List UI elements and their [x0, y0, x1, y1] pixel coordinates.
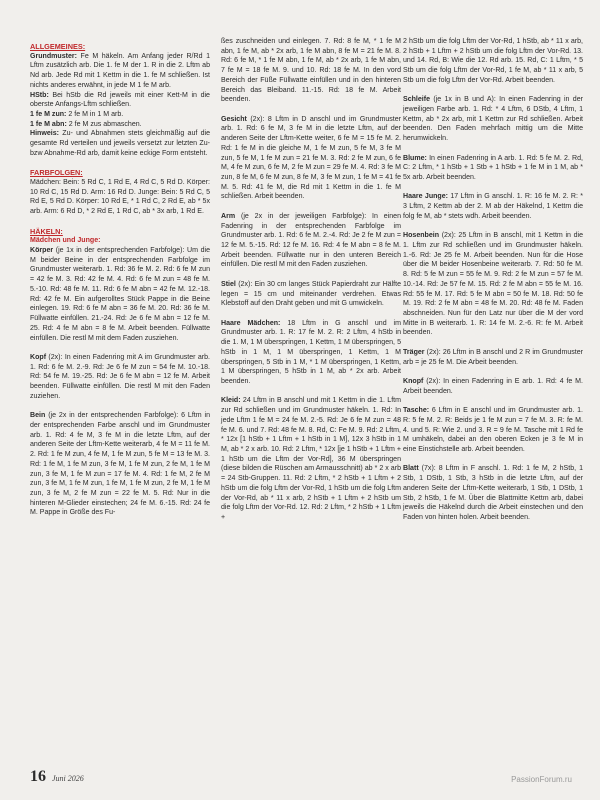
paragraph-haare-maedchen	[221, 319, 401, 387]
label-blume: Blume:	[403, 154, 427, 162]
paragraph-traeger	[403, 348, 583, 367]
label-zun: 1 fe M zun:	[30, 111, 67, 119]
label-kopf: Kopf	[30, 353, 47, 361]
label-traeger: Träger	[403, 348, 425, 356]
text-haare-junge: 17 Lftm in G anschl. 1. R: 16 fe M. 2. R: * 3 Lftm, 2 Kettm ab der 2. M ab der Häkelnd, 1 Kettm die folg fe M, ab * stets wdh. Arbeit beenden.	[403, 193, 583, 220]
label-stiel: Stiel	[221, 280, 236, 288]
label-schleife: Schleife	[403, 96, 431, 104]
text-hinweis: Zu- und Abnahmen stets gleichmäßig auf die gesamte Rd verteilen und jeweils versetzt zur letzten Zu- bzw Abnahme-Rd arb, damit keine eckige Form entsteht.	[30, 130, 210, 157]
label-tasche: Tasche:	[403, 407, 430, 415]
paragraph-gesicht	[221, 115, 401, 202]
paragraph-knopf	[403, 377, 583, 396]
text-gesicht: (2x): 8 Lftm in D anschl und im Grundmuster arb. 1. Rd: 6 fe M, 3 fe M in die letzte Lftm, auf der anderen Seite der Lftm-Kette weiter, 6 fe M = 15 fe M. 2. Rd: 1 fe M in die gleiche M, 1 fe M zun, 5 fe M, 3 fe M zun, 5 fe M, 1 fe M zun = 21 fe M. 3. Rd: 2 fe M zun, 6 fe M, 4 fe M zun, 6 fe M, 2 fe M zun = 29 fe M. 4. Rd: 3 fe M zun, 8 fe M, 6 fe M zun, 8 fe M, 3 fe M zun, 1 fe M = 41 fe M. 5. Rd: 41 fe M, die Rd mit 1 Kettm in die 1. fe M schließen. Arbeit beenden.	[221, 115, 401, 201]
column-2	[221, 37, 401, 523]
subheading-maedchen-junge: Mädchen und Junge:	[30, 237, 101, 245]
text-koerper: (je 1x in der entsprechenden Farbfolge): Um die M beider Beine in der entsprechenden Farbfolge im Grundmuster weiterarb. 1. Rd: 36 fe M. 2. Rd: 6 fe M zun = 42 fe M. 3. Rd: 42 fe M. 4. Rd: 6 fe M zun = 48 fe M. 5.-10. Rd: 48 fe M. 11. Rd: 6 fe M abn = 42 fe M. 12.-18. Rd: 42 fe M. Ein aufgerolltes Stück Pappe in die Beine einlegen. 19. Rd: 6 fe M abn = 36 fe M. 20. Rd: 36 fe M. Füllwatte einfüllen. 21.-24. Rd: Je 6 fe M abn = 12 fe M. 25. Rd: 4 fe M abn = 8 fe M. Arbeit beenden. Füllwatte einfüllen. Die restl M mit dem Faden zusziehen.	[30, 247, 210, 342]
text-abn: 2 fe M zus abmaschen.	[68, 120, 142, 128]
paragraph-stiel	[221, 280, 401, 309]
page-footer	[30, 768, 84, 786]
label-blatt: Blatt	[403, 465, 419, 473]
paragraph-arm	[221, 212, 401, 270]
paragraph-hstb	[30, 91, 210, 110]
heading-haekeln: HÄKELN:	[30, 226, 63, 236]
issue-date: Juni 2026	[52, 774, 84, 783]
paragraph-blume	[403, 154, 583, 183]
text-hosenbein: (2x): 25 Lftm in B anschl, mit 1 Kettm in die 1. Lftm zur Rd schließen und im Grundmuster häkeln. 1.-6. Rd: Je 25 fe M. Arbeit beenden. Nun für die Hose über die M beider Hosenbeine weiterarb. 7. Rd: 50 fe M. 8. Rd: 5 fe M zun = 55 fe M. 9. Rd: 2 fe M zun = 57 fe M. 10.-14. Rd: Je 57 fe M. 15. Rd: 2 fe M abn = 55 fe M. 16. Rd: 55 fe M. 17. Rd: 5 fe M abn = 50 fe M. 18. Rd: 50 fe M. 19. Rd: 2 fe M abn = 48 fe M. 20. Rd: 48 fe M. Faden abschneiden. Nun für den Latz nur über die M der vord Mitte in B weiterarb. 1. R: 14 fe M. 2.-6. R: fe M. Arbeit beenden.	[403, 232, 583, 337]
paragraph-hosenbein	[403, 231, 583, 338]
paragraph-bein	[30, 411, 210, 518]
text-kopf: (2x): In einen Fadenring mit A im Grundmuster arb. 1. Rd: 6 fe M. 2.-9. Rd: Je 6 fe M zun = 54 fe M. 10.-18. Rd: 54 fe M. 19.-25. Rd: Je 6 fe M abn = 12 fe M. Arbeit beenden. Füllwatte einfüllen. Die restl M mit den Faden zuziehen.	[30, 353, 211, 400]
text-arm: (je 2x in der jeweiligen Farbfolge): In einen Fadenring in der entsprechenden Farbfolge im Grundmuster arb. 1. Rd: 6 fe M. 2.-4. Rd: Je 2 fe M zun = 12 fe M. 5.-15. Rd: 12 fe M. 16. Rd: 4 fe M abn = 8 fe M. Arbeit beenden. Füllwatte nur in den unteren Bereich einfüllen. Die restl M mit den Faden zusziehen.	[221, 212, 401, 269]
paragraph-koerper	[30, 246, 210, 343]
text-hstb: Bei hStb die Rd jeweils mit einer Kett-M in die oberste Anfangs-Lftm schließen.	[30, 91, 210, 109]
paragraph-schleife	[403, 95, 583, 144]
paragraph-kopf	[30, 353, 210, 402]
page-number: 16	[30, 768, 46, 785]
paragraph-kleid	[221, 396, 401, 522]
text-kleid-continued: 2 hStb um die folg Lftm der Vor-Rd, 1 hStb, ab * 11 x arb, 2 hStb + 1 Lftm + 2 hStb um die folg Lftm der Vor-Rd. 13. und 14. Rd, B: Wie die 12. Rd arb. 15. Rd, C: 1 Lftm, * 5 Stb um die folg Lftm der Vor-Rd, 1 fe M, ab * 11 x arb, 5 Stb um die folg Lftm der Vor-Rd. Arbeit beenden.	[403, 38, 583, 84]
text-stiel: (2x): Ein 30 cm langes Stück Papierdraht zur Hälfte legen = 15 cm und miteinander verdrehen. Etwas Klebstoff auf den Draht geben und mit G umwickeln.	[221, 280, 401, 308]
text-grundmuster: Fe M häkeln. Am Anfang jeder R/Rd 1 Lftm zusätzlich arb. Die 1. fe M der 1. R in die 2. Lftm ab Nd arb. Jede Rd mit 1 Kettm in die 1. fe M schließen. Ist nichts anderes erwähnt, in jede M 1 fe M arb.	[30, 52, 210, 89]
label-haare-junge: Haare Junge:	[403, 193, 448, 201]
text-blatt: (7x): 8 Lftm in F anschl. 1. Rd: 1 fe M, 2 hStb, 1 Stb, 1 DStb, 1 Stb, 3 hStb in die letzte Lftm, auf der anderen Seite der Lftm-Kette weiterarb, 1 Stb, 1 DStb, 1 Stb, 2 hStb, 1 fe M. Über die Blattmitte Kettm arb, dabei jeweils die Häkelnd durch die Arbeit einstechen und den Faden von hinten holen. Arbeit beenden.	[403, 465, 583, 521]
text-haare-maedchen: 18 Lftm in G anschl und im Grundmuster arb. 1. R: 17 fe M. 2. R: 2 Lftm, 4 hStb in die 1. M, 1 M überspringen, 1 Kettm, 1 M überspringen, 5 hStb in 1 M, 1 M überspringen, 1 Kettm, 1 M überspringen, 5 Stb in 1 M, * 1 M überspringen, 1 Kettm, 1 M überspringen, 5 hStb in 1 M, ab * 2x arb. Arbeit beenden.	[221, 319, 401, 386]
paragraph-tasche	[403, 406, 583, 455]
text-tasche: 6 Lftm in E anschl und im Grundmuster arb. 1. R: 5 fe M. 2. R: Beids je 1 fe M zun = 7 fe M. 3. R: fe M. 4. und 5. R: Wie 2. und 3. R = 9 fe M. Tasche mit 1 Rd fe M umhäkeln, dabei an den oberen Ecken je 3 fe M in eine Einstichstelle arb. Arbeit beenden.	[403, 407, 583, 453]
label-kleid: Kleid:	[221, 397, 241, 405]
text-zun: 2 fe M in 1 M arb.	[68, 111, 124, 119]
label-hinweis: Hinweis:	[30, 130, 59, 138]
paragraph-grundmuster	[30, 52, 210, 91]
text-farbfolgen: Mädchen: Bein: 5 Rd C, 1 Rd E, 4 Rd C, 5 Rd D. Körper: 10 Rd C, 15 Rd D. Arm: 16 Rd D. Junge: Bein: 5 Rd C, 5 Rd E, 5 Rd D. Körper: 10 Rd E, * 1 Rd C, 2 Rd E, ab * 5x arb. Arm: 6 Rd D, * 2 Rd E, 1 Rd C, ab * 3x arb, 1 Rd E.	[30, 179, 210, 216]
text-bein-continued: ßes zuschneiden und einlegen. 7. Rd: 8 fe M, * 1 fe M abn, 1 fe M, ab * 2x arb, 1 fe M abn, 8 fe M = 21 fe M. 8. Rd: 6 fe M, * 1 fe M abn, 1 fe M, ab * 2x arb, 1 fe M abn, 7 fe M = 18 fe M. 9. und 10. Rd: 18 fe M. In den vord Bereich der Füße Füllwatte einfüllen und in den hinteren Bereich das Bleiband. 11.-15. Rd: 18 fe M. Arbeit beenden.	[221, 38, 401, 104]
column-1	[30, 42, 210, 518]
text-knopf: (2x): In einen Fadenring in E arb. 1. Rd: 4 fe M. Arbeit beenden.	[403, 377, 583, 395]
label-knopf: Knopf	[403, 377, 424, 385]
text-traeger: (2x): 26 Lftm in B anschl und 2 R im Grundmuster arb = je 25 fe M. Die Arbeit beenden.	[403, 348, 583, 366]
label-koerper: Körper	[30, 247, 54, 255]
label-bein: Bein	[30, 412, 46, 420]
label-hosenbein: Hosenbein	[403, 232, 440, 240]
label-abn: 1 fe M abn:	[30, 120, 67, 128]
label-grundmuster: Grundmuster:	[30, 52, 77, 60]
column-3	[403, 37, 583, 523]
label-gesicht: Gesicht	[221, 115, 247, 123]
label-arm: Arm	[221, 212, 236, 220]
heading-farbfolgen: FARBFOLGEN:	[30, 168, 83, 178]
label-haare-maedchen: Haare Mädchen:	[221, 319, 281, 327]
watermark: PassionForum.ru	[511, 775, 572, 784]
text-kleid: 24 Lftm in B anschl und mit 1 Kettm in die 1. Lftm zur Rd schließen und im Grundmuster häkeln. 1. Rd: In jede Lftm 1 fe M = 24 fe M. 2.-5. Rd: Je 6 fe M zun = 48 fe M. 6. und 7. Rd: 48 fe M. 8. Rd, C: Fe M. 9. Rd: 2 Lftm, * 12x [1 hStb + 1 Lftm + 1 hStb in 1 M], 12x 3 hStb in 1 M, ab * 2 x arb. 10. Rd: 2 Lftm, * 12x [je 1 hStb + 1 Lftm + 1 hStb um die Lftm der Vor-Rd], 36 M überspringen (diese bilden die Rüschen am Armausschnitt) ab * 2 x arb = 24 Stb-Gruppen. 11. Rd: 2 Lftm, * 2 hStb + 1 Lftm + 2 hStb um die folg Lftm der Vor-Rd, 1 hStb um die folg Lftm der Vor-Rd, ab * 11 x arb, 2 hStb + 1 Lftm + 2 hStb um die folg Lftm der Vor-Rd. 12. Rd: 2 Lftm, * 2 hStb + 1 Lftm +	[221, 397, 401, 522]
paragraph-hinweis	[30, 129, 210, 158]
text-bein: (je 2x in der entsprechenden Farbfolge): 6 Lftm in der entsprechenden Farbe anschl und im Grundmuster arb. 1. Rd: 4 fe M, 3 fe M in die letzte Lftm, auf der anderen Seite der Lftm-Kette weiterarb, 4 fe M = 11 fe M. 2. Rd: 1 fe M zun, 4 fe M, 1 fe M zun, 5 fe M = 13 fe M. 3. Rd: 1 fe M, 1 fe M zun, 3 fe M, 1 fe M zun, 2 fe M, 1 fe M zun, 3 fe M, 1 fe M zun = 17 fe M. 4. Rd: 1 fe M, 2 fe M zun, 3 fe M, 1 fe M zun, 1 fe M, 1 fe M zun, 2 fe M, 1 fe M zun, 3 fe M, 2 fe M zun = 22 fe M. 5. Rd: Nur in die hinteren M-Glieder einstechen; 24 fe M. 6.-15. Rd: 24 fe M. Pappe in Größe des Fu-	[30, 412, 210, 517]
paragraph-zun	[30, 110, 210, 120]
paragraph-haare-junge	[403, 192, 583, 221]
label-hstb: HStb:	[30, 91, 49, 99]
paragraph-blatt	[403, 464, 583, 522]
text-blume: In einen Fadenring in A arb. 1. Rd: 5 fe M. 2. Rd, C: 2 Lftm, * 1 hStb + 1 Stb + 1 hStb + 1 fe M in 1 M, ab * 5x arb. Arbeit beenden.	[403, 154, 583, 181]
text-schleife: (je 1x in B und A): In einen Fadenring in der jeweiligen Farbe arb. 1. Rd: * 4 Lftm, 6 DStb, 4 Lftm, 1 Kettm, ab * 2x arb, mit 1 Kettm zur Rd schließen. Arbeit beenden. Den Faden mehrfach mittig um die Mitte herumwickeln.	[403, 96, 583, 143]
heading-allgemeines: ALLGEMEINES:	[30, 42, 86, 51]
paragraph-abn	[30, 120, 210, 130]
